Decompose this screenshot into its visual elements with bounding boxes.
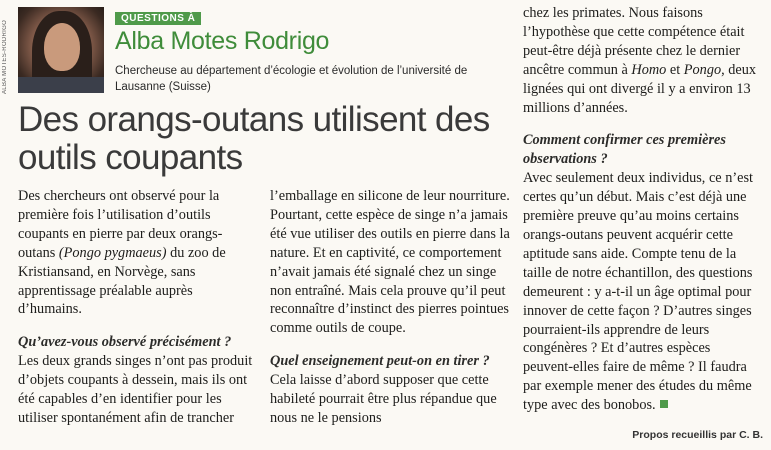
answer-3	[523, 169, 763, 415]
article-headline: Des orangs-outans utilisent des outils coupants	[18, 100, 490, 177]
answer-2-text-a: chez les primates. Nous faisons l’hypothèse que cette compétence était peut-être déjà présente chez le dernier ancêtre commun à	[523, 5, 745, 78]
photo-credit: ALBA MOTES-RODRIGO	[2, 19, 8, 94]
question-3: Comment confirmer ces premières observations ?	[523, 132, 726, 168]
end-square-icon	[660, 400, 668, 408]
answer-2-text-b: et	[666, 61, 684, 78]
genus-homo: Homo	[631, 61, 667, 78]
intro-text-b: du zoo de Kristiansand, en Norvège, sans apprentissage préalable auprès d’humains.	[18, 244, 226, 318]
column-1	[18, 187, 253, 428]
photo-face	[44, 23, 80, 71]
column-2	[270, 187, 515, 428]
intro-species: (Pongo pygmaeus)	[58, 244, 167, 261]
answer-2: Cela laisse d’abord supposer que cette habileté pourrait être plus répandue que nous ne le pensions	[270, 372, 497, 426]
question-1: Qu’avez-vous observé précisément ?	[18, 334, 232, 351]
rubric-label: QUESTIONS À	[115, 12, 201, 25]
column-3	[523, 4, 763, 415]
signature: Propos recueillis par C. B.	[632, 429, 763, 441]
intro-text-a: Des chercheurs ont observé pour la première fois l’utilisation d’outils coupants en pierre par deux orangs-outans	[18, 188, 223, 261]
author-name: Alba Motes Rodrigo	[115, 27, 330, 55]
answer-1: Les deux grands singes n’ont pas produit d’objets coupants à dessein, mais ils ont été capables d’en identifier pour les utiliser spontanément afin de trancher	[18, 353, 253, 426]
intro-paragraph	[18, 187, 253, 319]
answer-3-text: Avec seulement deux individus, ce n’est certes qu’un début. Mais c’est déjà une première preuve qu’au moins certains orangs-outans peuvent acquérir cette aptitude sans aide. Compte tenu de la taille de notre échantillon, des questions demeurent : y a-t-il un âge optimal pour innover de cette façon ? D’autres singes pourraient-ils apprendre de leurs congénères ? Et d’autres espèces peuvent-elles faire de même ? Il faudra par exemple mener des études du même type avec des bonobos.	[523, 170, 754, 414]
photo-shirt	[18, 77, 104, 93]
answer-2-continued	[523, 4, 763, 117]
answer-1-continued: l’emballage en silicone de leur nourriture. Pourtant, cette espèce de singe n’a jamais été vue utiliser des outils en pierre dans la nature. Et en captivité, ce comportement n’avait jamais été signalé chez un singe non entraîné. Mais cela prouve qu’il peut reconnaître d’instinct des pierres pointues comme outils de coupe.	[270, 188, 510, 337]
question-2: Quel enseignement peut-on en tirer ?	[270, 353, 490, 370]
genus-pongo: Pongo	[683, 61, 722, 78]
author-photo	[18, 7, 104, 93]
author-role: Chercheuse au département d’écologie et évolution de l’université de Lausanne (Suisse)	[115, 65, 468, 93]
answer-2-text-c: , deux lignées qui ont divergé il y a environ 13 millions d’années.	[523, 61, 757, 116]
